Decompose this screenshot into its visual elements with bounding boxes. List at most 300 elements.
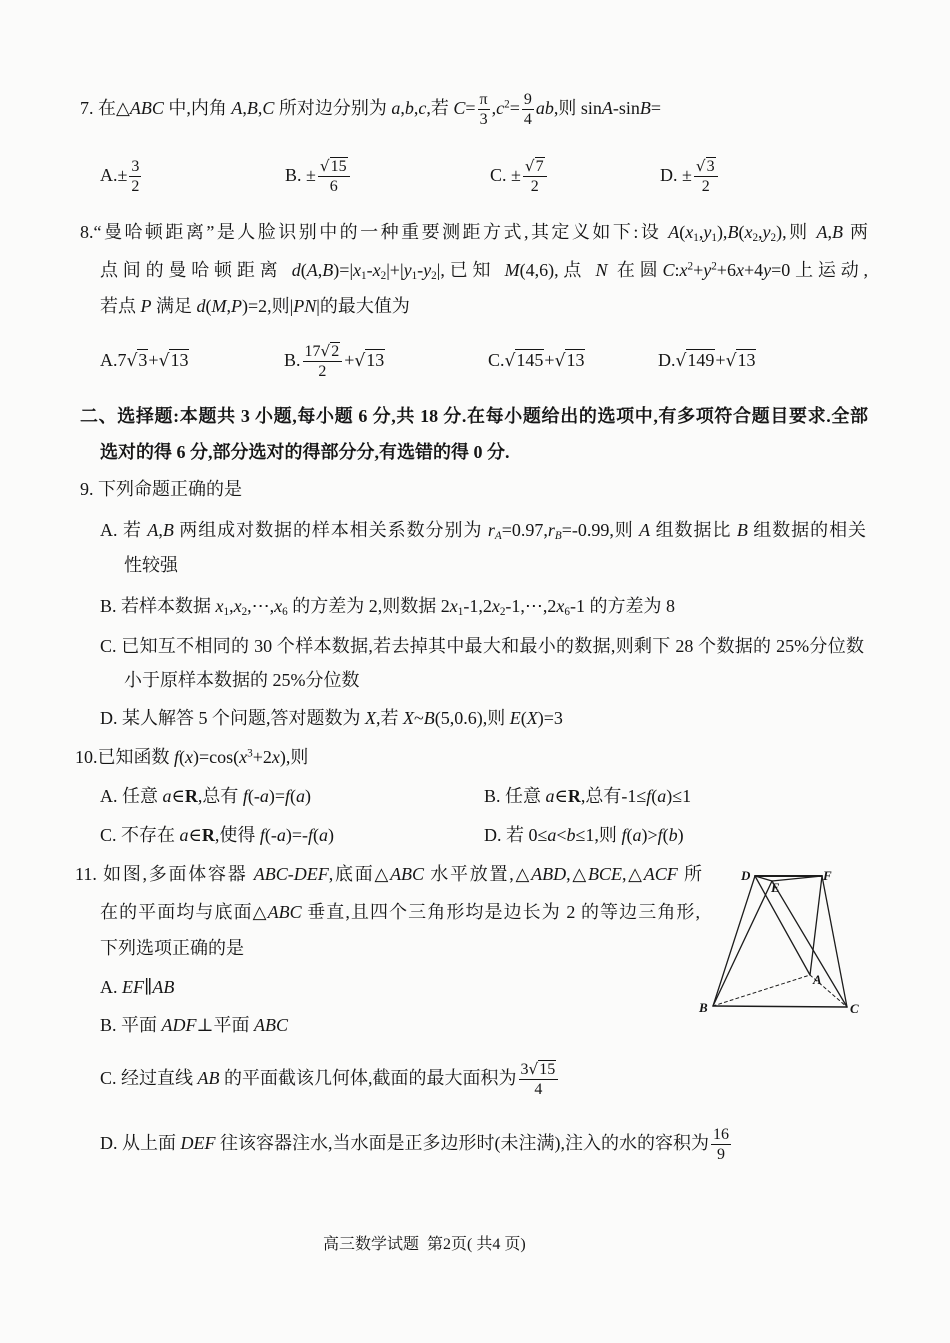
text-run: 4 (534, 1081, 543, 1099)
math-variable: ABC (390, 864, 425, 884)
square-root (529, 1061, 557, 1078)
math-variable: a (545, 786, 555, 806)
text-run: ( (290, 786, 297, 806)
math-variable: y (703, 222, 712, 242)
square-root (354, 350, 385, 370)
math-variable: y (762, 222, 771, 242)
math-variable: f (657, 825, 663, 845)
text-run: ) (328, 825, 335, 845)
math-variable: x (735, 260, 744, 280)
text-run: 10.已知函数 (75, 747, 174, 767)
text-run: < (556, 825, 567, 845)
subscript: 2 (499, 606, 506, 619)
q8-stem-line-2 (100, 258, 868, 282)
q11-stem-line-3 (100, 936, 244, 960)
fraction-denominator (694, 177, 718, 196)
math-variable: ABD (531, 864, 567, 884)
subscript: 6 (564, 606, 570, 619)
math-variable: A (816, 222, 828, 242)
math-variable: f (646, 786, 652, 806)
text-run: D. 若 0≤ (484, 825, 548, 845)
subscript: 1 (457, 606, 464, 619)
text-run: + (344, 350, 355, 370)
text-run: (5,0.6),则 (434, 708, 510, 728)
math-variable: X (403, 708, 414, 728)
text-run: , (758, 222, 763, 242)
math-variable: a (547, 825, 557, 845)
text-run: ( (520, 708, 527, 728)
text-run: - (417, 260, 424, 280)
text-run: 水平放置,△ (424, 864, 532, 884)
text-run: 8.“曼哈顿距离”是人脸识别中的一种重要测距方式,其定义如下:设 (80, 222, 669, 242)
fraction-denominator (129, 177, 141, 196)
math-variable: A (306, 260, 318, 280)
q8-option-a (100, 348, 189, 372)
math-variable: y (423, 260, 432, 280)
bold-symbol: R (567, 786, 581, 806)
text-run: + (715, 350, 726, 370)
vertex-label-c: C (850, 1001, 859, 1016)
text-run: ,总有 (197, 786, 243, 806)
math-variable: f (174, 747, 180, 767)
text-run: B. 平面 (100, 1015, 162, 1035)
math-variable: f (285, 786, 291, 806)
text-run: )≤1 (666, 786, 692, 806)
math-variable: M (211, 296, 227, 316)
text-run: 4 (523, 111, 532, 129)
math-variable: x (449, 596, 458, 616)
math-variable: a (179, 825, 189, 845)
math-variable: AB (197, 1068, 220, 1088)
fraction-numerator (519, 1060, 559, 1080)
text-run: 2 (530, 178, 539, 196)
text-run: B. ± (285, 165, 316, 185)
edge-fc (822, 876, 847, 1007)
text-run: 7. 在△ (80, 98, 130, 118)
square-root (555, 350, 586, 370)
text-run: ), (716, 222, 728, 242)
fraction-numerator (522, 90, 534, 110)
text-run: -1,⋯,2 (505, 596, 557, 616)
math-variable: x (491, 596, 500, 616)
radicand: 3 (706, 158, 715, 176)
q11-option-c (100, 1061, 560, 1099)
radicand: 15 (330, 158, 347, 176)
radicand: 13 (566, 350, 585, 370)
radicand: 13 (737, 350, 756, 370)
text-run: ,总有-1≤ (580, 786, 647, 806)
math-variable: d (291, 260, 301, 280)
text-run: ( (651, 786, 658, 806)
radicand: 145 (516, 350, 544, 370)
text-run: , (491, 98, 497, 118)
fraction (519, 1060, 559, 1099)
text-run: + (693, 260, 704, 280)
fraction-numerator (478, 90, 490, 110)
q9-option-a-line-1 (100, 518, 866, 542)
text-run: )=3 (537, 708, 563, 728)
text-run: 2 (318, 363, 327, 381)
q10-option-d (484, 823, 684, 847)
text-run: 9 (523, 91, 532, 109)
square-root (676, 350, 716, 370)
math-variable: x (215, 596, 224, 616)
edge-da (755, 876, 810, 975)
text-run: : (674, 260, 680, 280)
text-run: ,⋯, (247, 596, 275, 616)
text-run: ( (662, 825, 669, 845)
math-variable: r (547, 520, 555, 540)
q8-stem-line-1 (80, 220, 868, 244)
q9-stem: 9. 下列命题正确的是 (80, 479, 242, 499)
text-run: )=cos( (193, 747, 240, 767)
text-run: , (158, 520, 163, 540)
q10-stem (75, 745, 308, 769)
text-run: )=- (285, 825, 308, 845)
text-run: C. 经过直线 (100, 1068, 198, 1088)
radicand: 13 (366, 350, 385, 370)
q7-option-c (490, 158, 549, 196)
bold-symbol: R (184, 786, 198, 806)
subscript: 1 (361, 270, 367, 283)
vertex-label-d: D (741, 868, 751, 883)
math-variable: ABC (253, 864, 288, 884)
math-variable: a (296, 786, 306, 806)
radicand: 149 (687, 350, 715, 370)
math-variable: f (259, 825, 265, 845)
math-variable: B (423, 708, 435, 728)
fraction-denominator (523, 177, 547, 196)
text-run: ∈ (554, 786, 568, 806)
text-run: ),则 (776, 222, 817, 242)
text-run: ,△ (621, 864, 644, 884)
text-run: =0上运动, (771, 260, 869, 280)
text-run: C. 不存在 (100, 825, 180, 845)
math-variable: x (233, 596, 242, 616)
text-run: 9 (717, 1146, 725, 1164)
superscript: 2 (711, 260, 717, 273)
subscript: 2 (241, 606, 248, 619)
text-run: 16 (713, 1126, 729, 1144)
page-footer: 高三数学试题 第2页( 共4 页) (323, 1236, 526, 1253)
text-run: |,已知 (436, 260, 505, 280)
edge-fa (810, 876, 822, 975)
text-run: , (698, 222, 704, 242)
math-variable: y (703, 260, 712, 280)
q11-stem-line-2 (100, 900, 700, 924)
math-variable: B (832, 222, 844, 242)
text-run: B. 任意 (484, 786, 546, 806)
text-run: 两组成对数据的样本相关系数分别为 (173, 520, 488, 540)
fraction (523, 157, 547, 196)
polyhedron-figure (695, 860, 870, 1020)
q7-stem (80, 91, 662, 129)
fraction (303, 342, 343, 381)
math-variable: d (196, 296, 206, 316)
text-run: (4,6),点 (519, 260, 596, 280)
math-variable: P (231, 296, 242, 316)
text-run: 的平面截该几何体,截面的最大面积为 (219, 1068, 517, 1088)
text-run: 往该容器注水,当水面是正多边形时(未注满),注入的水的容积为 (215, 1133, 709, 1153)
q10-option-a (100, 784, 311, 808)
text-run: 3 (520, 1061, 529, 1079)
math-variable: C (453, 98, 466, 118)
q11-option-b (100, 1013, 288, 1037)
text-run: )=| (333, 260, 354, 280)
q11-option-a (100, 975, 174, 999)
text-run: + (148, 350, 159, 370)
text-run: , (229, 596, 234, 616)
math-variable: a (319, 825, 329, 845)
text-run: A. 若 (100, 520, 148, 540)
fraction (694, 157, 718, 196)
text-run: , (257, 98, 263, 118)
subscript: 2 (770, 232, 777, 245)
text-run: ),则 (279, 747, 309, 767)
square-root (127, 350, 149, 370)
math-variable: B (162, 520, 174, 540)
text-run: ( (205, 296, 212, 316)
text-run: D. 从上面 (100, 1133, 181, 1153)
math-variable: ABC (267, 902, 302, 922)
superscript: 2 (687, 260, 694, 273)
text-run: 在圆 (607, 260, 663, 280)
text-run: = (509, 98, 520, 118)
q9-option-c-line-2: 小于原样本数据的 25%分位数 (124, 670, 360, 690)
text-run: ( (738, 222, 745, 242)
math-variable: X (365, 708, 376, 728)
text-run: -1,2 (463, 596, 492, 616)
subscript: 1 (711, 232, 717, 245)
text-run: , (317, 260, 323, 280)
radicand: 2 (331, 343, 340, 361)
math-variable: a (391, 98, 401, 118)
text-run: 中,内角 (163, 98, 232, 118)
text-run: +6 (716, 260, 736, 280)
q8-option-c (488, 348, 585, 372)
text-run: 垂直,且四个三角形均是边长为 2 的等边三角形, (301, 902, 701, 922)
subscript: B (554, 530, 562, 543)
vertex-label-e: E (771, 880, 780, 895)
q9-option-a-line-2 (124, 553, 178, 577)
square-root (696, 158, 716, 175)
radicand: 7 (535, 158, 544, 176)
text-run: C. (488, 350, 505, 370)
math-variable: a (632, 825, 642, 845)
square-root (505, 350, 545, 370)
fraction-denominator (318, 177, 350, 196)
fraction-denominator (478, 110, 490, 129)
text-run: 若点 (100, 296, 141, 316)
text-run: 11. 如图,多面体容器 (75, 864, 254, 884)
subscript: 1 (693, 232, 699, 245)
square-root (525, 158, 545, 175)
vertex-label-f: F (823, 868, 832, 883)
text-run: A. 任意 (100, 786, 163, 806)
math-variable: f (621, 825, 627, 845)
text-run: 下列选项正确的是 (100, 938, 244, 958)
text-run: 组数据的相关 (747, 520, 867, 540)
text-run: A.7 (100, 350, 127, 370)
q7-option-d (660, 158, 720, 196)
math-variable: x (556, 596, 565, 616)
math-variable: ABC (253, 1015, 288, 1035)
math-variable: c (418, 98, 427, 118)
math-variable: A (601, 98, 613, 118)
q9-option-b (100, 594, 675, 618)
text-run: 组数据比 (650, 520, 737, 540)
square-root (726, 350, 757, 370)
text-run: 3 (131, 158, 140, 176)
math-variable: x (271, 747, 280, 767)
text-run: )=2,则| (242, 296, 294, 316)
text-run: A. (100, 977, 122, 997)
superscript: 3 (247, 747, 253, 760)
text-run: ,底面△ (328, 864, 391, 884)
text-run: =0.97, (501, 520, 548, 540)
text-run: 2 (131, 178, 140, 196)
math-variable: x (372, 260, 381, 280)
math-variable: x (679, 260, 688, 280)
math-variable: y (403, 260, 412, 280)
q8-option-d (658, 348, 756, 372)
text-run: , (827, 222, 833, 242)
math-variable: b (566, 825, 576, 845)
q10-option-b (484, 784, 691, 808)
text-run: +2 (252, 747, 272, 767)
text-run: ∈ (188, 825, 202, 845)
q8-stem-line-3 (100, 294, 410, 318)
text-run: , (226, 296, 231, 316)
text-run: (- (264, 825, 277, 845)
math-variable: ACF (643, 864, 678, 884)
subscript: 1 (223, 606, 230, 619)
text-run: ∥ (144, 977, 153, 997)
math-variable: ABC (129, 98, 164, 118)
text-run: = (465, 98, 476, 118)
subscript: 1 (411, 270, 418, 283)
math-variable: x (744, 222, 753, 242)
text-run: , (242, 98, 247, 118)
text-run: +4 (743, 260, 764, 280)
text-run: - (366, 260, 373, 280)
math-variable: A (668, 222, 680, 242)
math-variable: B (322, 260, 334, 280)
radicand: 3 (138, 350, 148, 370)
math-variable: r (487, 520, 495, 540)
math-variable: B (727, 222, 739, 242)
section-2-instructions-line-2: 选对的得 6 分,部分选对的得部分分,有选错的得 0 分. (100, 442, 510, 462)
text-run: D. ± (660, 165, 692, 185)
text-run: 17 (304, 343, 321, 361)
math-variable: X (526, 708, 538, 728)
text-run: ,若 (376, 708, 403, 728)
subscript: 2 (380, 270, 387, 283)
text-run: ,则 sin (553, 98, 602, 118)
section-2-instructions-line-1: 二、选择题:本题共 3 小题,每小题 6 分,共 18 分.在每小题给出的选项中,有多项符合题目要求.全部 (80, 406, 868, 426)
fraction (318, 157, 350, 196)
math-variable: x (353, 260, 362, 280)
fraction-denominator (519, 1080, 559, 1099)
text-run: D. (658, 350, 676, 370)
math-variable: C (262, 98, 275, 118)
fraction-numerator (318, 157, 350, 177)
math-variable: ADF (161, 1015, 197, 1035)
text-run: + (544, 350, 555, 370)
math-variable: B (246, 98, 258, 118)
edge-ba-hidden (713, 975, 810, 1006)
text-run: |的最大值为 (316, 296, 410, 316)
text-run: 的方差为 2,则数据 2 (287, 596, 450, 616)
math-variable: DEF (293, 864, 329, 884)
vertex-label-b: B (699, 1000, 708, 1015)
subscript: 2 (431, 270, 437, 283)
fraction-numerator (129, 157, 141, 177)
math-variable: B (736, 520, 748, 540)
q10-option-c (100, 823, 334, 847)
text-run: )= (268, 786, 285, 806)
math-variable: a (276, 825, 286, 845)
math-variable: x (239, 747, 248, 767)
edge-bc (713, 1006, 847, 1007)
math-variable: c (496, 98, 505, 118)
fraction (129, 157, 141, 196)
text-run: 所对边分别为 (274, 98, 392, 118)
math-variable: A (147, 520, 159, 540)
math-variable: ab (535, 98, 554, 118)
fraction-numerator (523, 157, 547, 177)
fraction (478, 90, 490, 129)
text-run: ( (626, 825, 633, 845)
math-variable: N (595, 260, 608, 280)
math-variable: x (185, 747, 194, 767)
math-variable: f (308, 825, 314, 845)
q11-option-d (100, 1126, 733, 1164)
q7-option-a (100, 158, 143, 196)
edge-ec (772, 881, 847, 1007)
math-variable: B (639, 98, 651, 118)
text-run: 在的平面均与底面△ (100, 902, 268, 922)
fraction (711, 1125, 731, 1164)
math-variable: f (242, 786, 248, 806)
math-variable: EF (122, 977, 144, 997)
text-run: C. ± (490, 165, 521, 185)
math-variable: E (509, 708, 521, 728)
math-variable: C (662, 260, 675, 280)
text-run: ( (313, 825, 320, 845)
text-run: 2 (701, 178, 710, 196)
fraction-numerator (303, 342, 343, 362)
text-run: ( (179, 747, 186, 767)
superscript: 2 (504, 98, 510, 111)
fraction-numerator (694, 157, 718, 177)
text-run: ~ (414, 708, 424, 728)
edge-eb (713, 881, 772, 1006)
math-variable: b (404, 98, 414, 118)
math-variable: a (657, 786, 667, 806)
text-run: |+| (386, 260, 404, 280)
text-run: ,使得 (214, 825, 260, 845)
text-run: ,△ (566, 864, 588, 884)
square-root (159, 350, 190, 370)
subscript: A (494, 530, 502, 543)
text-run: 点间的曼哈顿距离 (100, 260, 292, 280)
q8-option-b (284, 343, 385, 381)
q11-stem-line-1 (75, 862, 702, 886)
math-variable: b (668, 825, 678, 845)
fraction-denominator (711, 1145, 731, 1164)
math-variable: A (231, 98, 243, 118)
